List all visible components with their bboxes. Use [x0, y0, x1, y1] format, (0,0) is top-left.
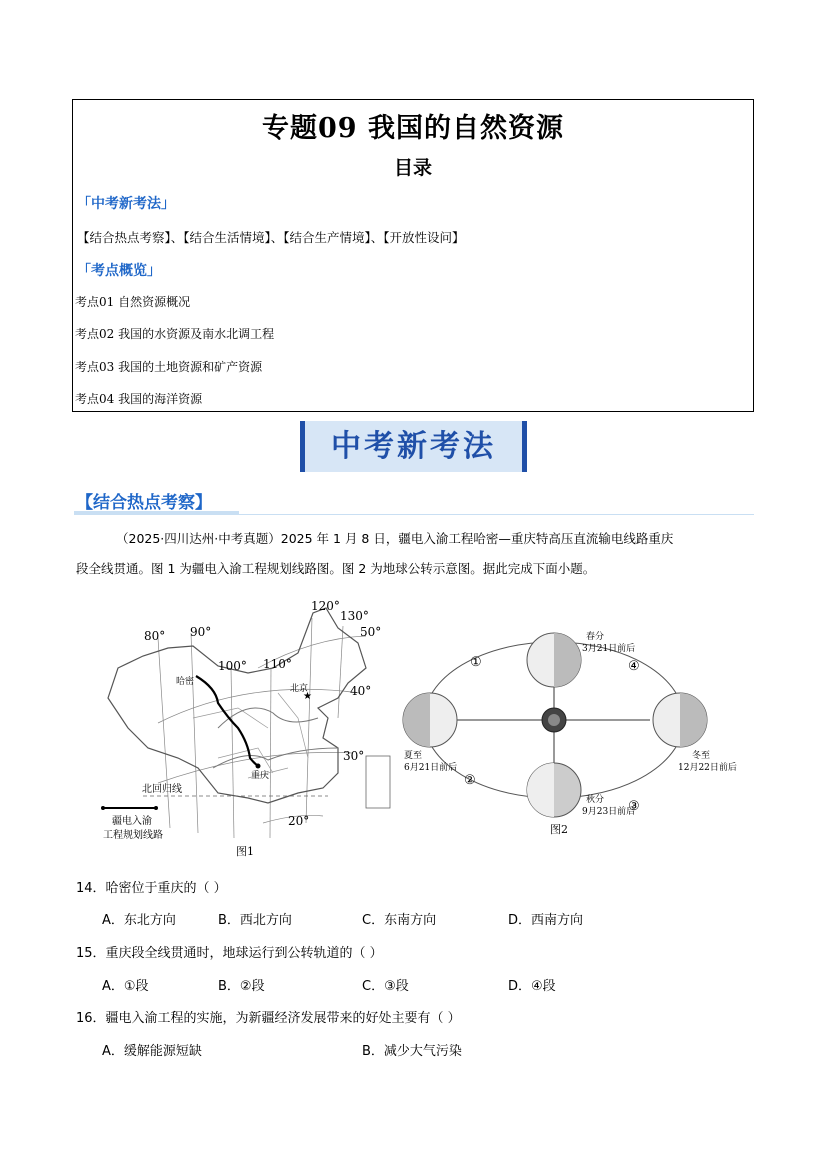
- toc-box: [72, 99, 754, 412]
- toc-section-new-methods: 「中考新考法」: [77, 196, 175, 212]
- yellow-river: [218, 708, 318, 728]
- hot-topic-heading: 【结合热点考察】: [76, 493, 212, 513]
- q16-option-b[interactable]: B．减少大气污染: [362, 1044, 462, 1059]
- toc-item-kaodian-04[interactable]: 考点04 我国的海洋资源: [75, 392, 203, 406]
- toc-item-kaodian-03[interactable]: 考点03 我国的土地资源和矿产资源: [75, 360, 263, 374]
- label-autumn: 秋分: [586, 795, 605, 805]
- segment-2: ②: [464, 773, 476, 788]
- lon-label-130: 130°: [340, 609, 369, 623]
- meridian-110: [270, 668, 271, 838]
- earth-spring: [527, 633, 581, 687]
- lon-label-110: 110°: [263, 657, 292, 671]
- intro-line-2: 段全线贯通。图 1 为疆电入渝工程规划线路图。图 2 为地球公转示意图。据此完成下面小题。: [76, 561, 596, 576]
- lon-label-90: 90°: [190, 625, 212, 639]
- lat-label-50: 50°: [360, 625, 382, 639]
- lat-label-40: 40°: [350, 684, 372, 698]
- earth-autumn: [527, 763, 581, 817]
- south-sea-inset: [366, 756, 390, 808]
- label-tropic: 北回归线: [142, 784, 182, 795]
- figure-1-map: [98, 598, 398, 860]
- q15-option-c[interactable]: C．③段: [362, 979, 409, 994]
- section-banner: [300, 421, 527, 472]
- beijing-star: ★: [303, 691, 312, 702]
- q14-option-d[interactable]: D．西南方向: [508, 913, 584, 928]
- figure-1-caption: 图1: [236, 845, 254, 858]
- label-chongqing: 重庆: [251, 771, 270, 781]
- lon-label-120: 120°: [311, 599, 340, 613]
- question-14-stem: 14．哈密位于重庆的（ ）: [76, 881, 227, 896]
- segment-4: ④: [628, 659, 640, 674]
- yangtze-river: [213, 748, 338, 768]
- meridian-90: [191, 633, 198, 833]
- earth-winter: [653, 693, 707, 747]
- segment-3: ③: [628, 799, 640, 814]
- label-summer: 夏至: [404, 751, 423, 761]
- q15-option-b[interactable]: B．②段: [218, 979, 265, 994]
- meridian-130: [338, 626, 343, 718]
- meridian-100: [231, 668, 234, 838]
- figure-2-caption: 图2: [550, 823, 568, 836]
- label-hami: 哈密: [176, 677, 195, 687]
- q14-option-a[interactable]: A．东北方向: [102, 913, 176, 928]
- segment-1: ①: [470, 655, 482, 670]
- q15-option-d[interactable]: D．④段: [508, 979, 556, 994]
- label-spring-date: 3月21日前后: [582, 644, 636, 654]
- banner-text: 中考新考法: [331, 429, 496, 464]
- province-lines: [193, 693, 308, 778]
- intro-line-1: （2025·四川达州·中考真题）2025 年 1 月 8 日，疆电入渝工程哈密—重庆特高压直流输电线路重庆: [116, 531, 674, 546]
- heading-rule: [74, 514, 754, 515]
- chongqing-dot: [256, 764, 261, 769]
- toc-item-kaodian-01[interactable]: 考点01 自然资源概况: [75, 295, 191, 309]
- toc-methods-line: 【结合热点考察】、【结合生活情境】、【结合生产情境】、【开放性设问】: [77, 230, 465, 245]
- power-line-route: [196, 676, 258, 766]
- label-autumn-date: 9月23日前后: [582, 807, 636, 817]
- question-16-stem: 16．疆电入渝工程的实施，为新疆经济发展带来的好处主要有（ ）: [76, 1011, 461, 1026]
- parallel-40: [158, 689, 360, 723]
- page-title: 专题09 我国的自然资源: [262, 113, 564, 144]
- label-summer-date: 6月21日前后: [404, 763, 458, 773]
- toc-subtitle: 目录: [393, 157, 432, 179]
- q14-option-b[interactable]: B．西北方向: [218, 913, 292, 928]
- meridian-80: [158, 638, 170, 828]
- legend-text-1: 疆电入渝: [112, 816, 152, 827]
- toc-section-overview: 「考点概览」: [77, 263, 161, 279]
- label-beijing: 北京: [290, 684, 309, 694]
- label-winter-date: 12月22日前后: [678, 763, 737, 773]
- label-winter: 冬至: [692, 751, 711, 761]
- earth-summer: [403, 693, 457, 747]
- q14-option-c[interactable]: C．东南方向: [362, 913, 437, 928]
- label-spring: 春分: [586, 632, 605, 642]
- lat-label-30: 30°: [343, 749, 365, 763]
- lon-label-80: 80°: [144, 629, 166, 643]
- lat-label-20: 20°: [288, 814, 310, 828]
- lon-label-100: 100°: [218, 659, 247, 673]
- toc-item-kaodian-02[interactable]: 考点02 我国的水资源及南水北调工程: [75, 327, 275, 341]
- q16-option-a[interactable]: A．缓解能源短缺: [102, 1044, 202, 1059]
- question-15-stem: 15．重庆段全线贯通时，地球运行到公转轨道的（ ）: [76, 946, 383, 961]
- legend-text-2: 工程规划线路: [103, 830, 163, 841]
- q15-option-a[interactable]: A．①段: [102, 979, 149, 994]
- figure-2-orbit: [400, 612, 737, 840]
